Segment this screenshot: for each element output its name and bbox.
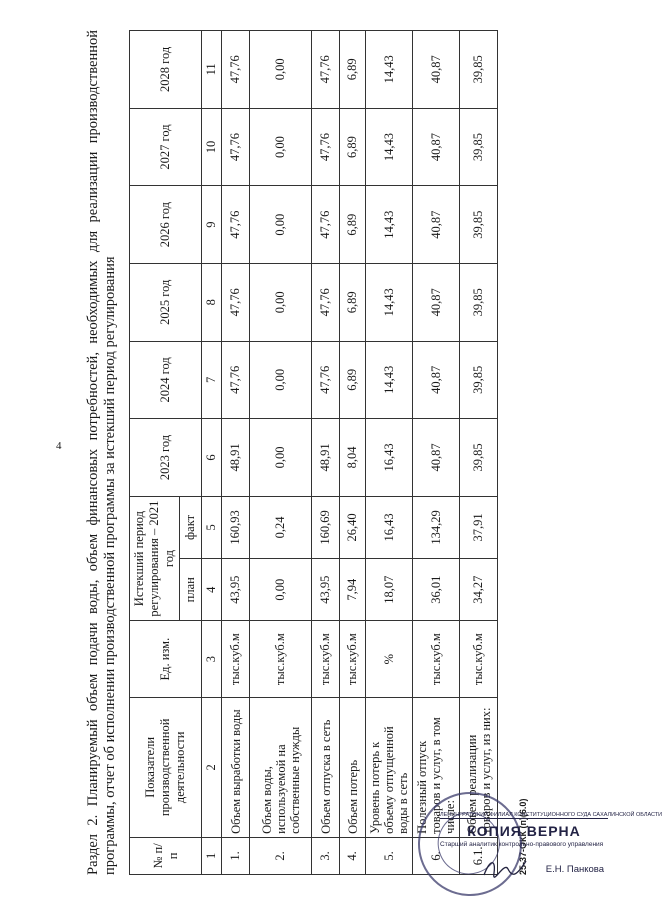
cell-2027: 14,43 (366, 108, 413, 186)
production-table (129, 30, 498, 875)
cell-fact-2021: 160,69 (312, 496, 340, 558)
row-no: 6.1. (460, 837, 498, 874)
cell-2028: 14,43 (366, 31, 413, 109)
header-year-2028: 2028 год (130, 31, 202, 109)
row-indicator: Уровень потерь к объему отпущенной воды в сеть (366, 697, 413, 837)
header-fact: факт (180, 496, 202, 558)
cell-plan-2021: 34,27 (460, 559, 498, 621)
cell-2028: 6,89 (340, 31, 366, 109)
cell-2027: 40,87 (413, 108, 460, 186)
cell-2024: 39,85 (460, 341, 498, 419)
table-row (366, 31, 413, 875)
cell-2026: 47,76 (312, 186, 340, 264)
cell-plan-2021: 43,95 (312, 559, 340, 621)
cell-fact-2021: 134,29 (413, 496, 460, 558)
cell-plan-2021: 43,95 (222, 559, 250, 621)
col-number: 3 (202, 621, 222, 698)
header-year-2025: 2025 год (130, 263, 202, 341)
cell-2023: 39,85 (460, 419, 498, 497)
table-row (250, 31, 312, 875)
cell-2024: 40,87 (413, 341, 460, 419)
cell-2028: 47,76 (222, 31, 250, 109)
cell-2028: 0,00 (250, 31, 312, 109)
table-row (340, 31, 366, 875)
col-number: 8 (202, 263, 222, 341)
row-no: 6. (413, 837, 460, 874)
cell-2023: 48,91 (222, 419, 250, 497)
cell-fact-2021: 26,40 (340, 496, 366, 558)
col-number: 9 (202, 186, 222, 264)
rotated-sheet (85, 30, 540, 875)
cell-2026: 40,87 (413, 186, 460, 264)
cell-2024: 0,00 (250, 341, 312, 419)
row-no: 3. (312, 837, 340, 874)
header-year-2023: 2023 год (130, 419, 202, 497)
header-unit: Ед. изм. (130, 621, 202, 698)
cell-fact-2021: 0,24 (250, 496, 312, 558)
col-number: 6 (202, 419, 222, 497)
stamp-organization: ЛЕНИНГРАДСКИЙ ФИЛИАЛ КОНСТИТУЦИОННОГО СУДА САХАЛИНСКОЙ ОБЛАСТИ (440, 812, 662, 818)
table-row (460, 31, 498, 875)
col-number: 4 (202, 559, 222, 621)
row-unit: тыс.куб.м (460, 621, 498, 698)
cell-2024: 47,76 (312, 341, 340, 419)
cell-2024: 6,89 (340, 341, 366, 419)
cell-plan-2021: 36,01 (413, 559, 460, 621)
cell-2025: 14,43 (366, 263, 413, 341)
cell-2028: 47,76 (312, 31, 340, 109)
cell-2026: 6,89 (340, 186, 366, 264)
col-number: 2 (202, 697, 222, 837)
cell-2024: 14,43 (366, 341, 413, 419)
stamp-name: Е.Н. Панкова (545, 864, 604, 875)
cell-2023: 0,00 (250, 419, 312, 497)
cell-2025: 0,00 (250, 263, 312, 341)
section-heading: Раздел 2. Планируемый объем подачи воды, объем финансовых потребностей, необходимых для реализации производственной программы, отчет об исполнении производственной программы за истекший период регулирования (85, 30, 118, 875)
header-indicator: Показатели производственной деятельности (130, 697, 202, 837)
row-no: 5. (366, 837, 413, 874)
cell-plan-2021: 0,00 (250, 559, 312, 621)
col-number: 7 (202, 341, 222, 419)
col-number: 11 (202, 31, 222, 109)
cell-2025: 39,85 (460, 263, 498, 341)
cell-2028: 39,85 (460, 31, 498, 109)
cell-2024: 47,76 (222, 341, 250, 419)
row-no: 1. (222, 837, 250, 874)
col-number: 5 (202, 496, 222, 558)
cell-2025: 47,76 (312, 263, 340, 341)
cell-2025: 6,89 (340, 263, 366, 341)
header-year-2027: 2027 год (130, 108, 202, 186)
cell-2027: 47,76 (312, 108, 340, 186)
page-number: 4 (56, 440, 62, 452)
row-unit: тыс.куб.м (312, 621, 340, 698)
header-plan: план (180, 559, 202, 621)
header-year-2024: 2024 год (130, 341, 202, 419)
cell-2023: 40,87 (413, 419, 460, 497)
row-indicator: Объем реализации товаров и услуг, из них: (460, 697, 498, 837)
col-number: 1 (202, 837, 222, 874)
row-indicator: Объем воды, используемой на собственные нужды (250, 697, 312, 837)
signature-icon (482, 855, 528, 881)
cell-2023: 16,43 (366, 419, 413, 497)
cell-2026: 39,85 (460, 186, 498, 264)
cell-2026: 47,76 (222, 186, 250, 264)
cell-2025: 40,87 (413, 263, 460, 341)
cell-2027: 47,76 (222, 108, 250, 186)
cell-fact-2021: 16,43 (366, 496, 413, 558)
row-indicator: Объем выработки воды (222, 697, 250, 837)
cell-fact-2021: 160,93 (222, 496, 250, 558)
row-unit: тыс.куб.м (250, 621, 312, 698)
stamp-position: Старший аналитик контрольно-правового управления (440, 841, 604, 848)
row-indicator: Объем потерь (340, 697, 366, 837)
row-no: 2. (250, 837, 312, 874)
row-unit: % (366, 621, 413, 698)
row-indicator: Объем отпуска в сеть (312, 697, 340, 837)
document-code: 25-37-ОКК (п)(6.0) (518, 798, 528, 875)
cell-2027: 39,85 (460, 108, 498, 186)
table-body (222, 31, 498, 875)
cell-2023: 8,04 (340, 419, 366, 497)
row-unit: тыс.куб.м (340, 621, 366, 698)
cell-2026: 14,43 (366, 186, 413, 264)
cell-2028: 40,87 (413, 31, 460, 109)
row-no: 4. (340, 837, 366, 874)
table-row (413, 31, 460, 875)
header-year-2026: 2026 год (130, 186, 202, 264)
row-unit: тыс.куб.м (413, 621, 460, 698)
cell-2023: 48,91 (312, 419, 340, 497)
cell-2026: 0,00 (250, 186, 312, 264)
header-no: № п/п (130, 837, 202, 874)
cell-plan-2021: 7,94 (340, 559, 366, 621)
cell-fact-2021: 37,91 (460, 496, 498, 558)
row-indicator: Полезный отпуск товаров и услуг, в том числе: (413, 697, 460, 837)
header-past-period: Истекший период регулирования – 2021 год (130, 496, 180, 621)
table-row (312, 31, 340, 875)
cell-2027: 0,00 (250, 108, 312, 186)
cell-2025: 47,76 (222, 263, 250, 341)
col-number: 10 (202, 108, 222, 186)
cell-2027: 6,89 (340, 108, 366, 186)
row-unit: тыс.куб.м (222, 621, 250, 698)
cell-plan-2021: 18,07 (366, 559, 413, 621)
table-row (222, 31, 250, 875)
stamp-title: КОПИЯ ВЕРНА (467, 823, 581, 839)
